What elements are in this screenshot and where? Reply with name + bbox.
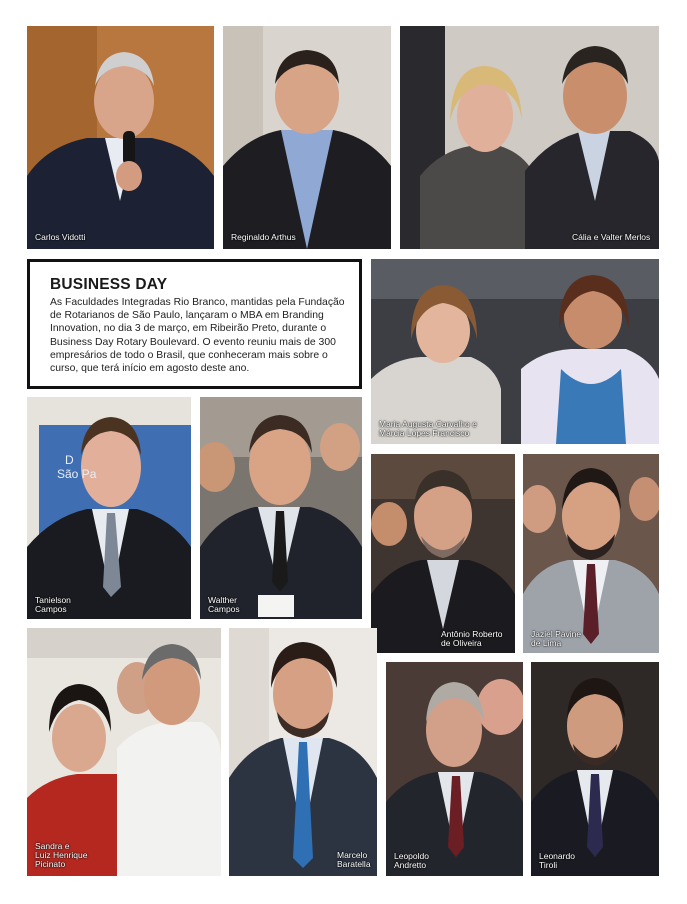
photo-caption: Leopoldo Andretto xyxy=(394,851,429,870)
photo-caption: Marcelo Baratella xyxy=(337,850,371,869)
banner-text: São Pa xyxy=(57,467,97,481)
photo-leopoldo-andretto xyxy=(386,662,523,876)
photo-caption: Reginaldo Arthus xyxy=(231,232,296,242)
photo-caption: Walther Campos xyxy=(208,595,240,614)
photo-caption: Tanielson Campos xyxy=(35,595,71,614)
photo-caption: Leonardo Tiroli xyxy=(539,851,575,870)
photo-leonardo-tiroli xyxy=(531,662,659,876)
photo-jaziel-pavine xyxy=(523,454,659,653)
photo-marcelo-baratella xyxy=(229,628,377,876)
photo-caption: Carlos Vidotti xyxy=(35,232,86,242)
photo-antonio-roberto xyxy=(371,454,515,653)
photo-caption: Jaziel Pavine de Lima xyxy=(531,629,582,648)
photo-carlos-vidotti xyxy=(27,26,214,249)
article-body: As Faculdades Integradas Rio Branco, mantidas pela Fundação de Rotarianos de São Paulo, lançaram o MBA em Branding Innovation, no dia 3 de março, em Ribeirão Preto, durante o Business Day Rotary Boulevard. O evento reuniu mais de 300 empresários de todo o Brasil, que conheceram mais sobre o curso, que terá início em agosto deste ano. xyxy=(50,297,345,375)
banner-text-top: D xyxy=(65,453,74,467)
photo-sandra-luiz xyxy=(27,628,221,876)
photo-reginaldo-arthus xyxy=(223,26,391,249)
photo-walther-campos xyxy=(200,397,362,619)
photo-caption: Cália e Valter Merlos xyxy=(572,232,651,242)
article-title: BUSINESS DAY xyxy=(50,276,168,293)
article-box xyxy=(27,259,362,389)
photo-maria-marcia xyxy=(371,259,659,444)
photo-calia-valter-merlos xyxy=(400,26,659,249)
photo-tanielson-campos xyxy=(27,397,191,619)
photo-caption: Sandra e Luiz Henrique Picinato xyxy=(35,841,88,869)
photo-caption: Maria Augusta Carvalho e Márcia Lopes Francisco xyxy=(379,419,477,438)
photo-caption: Antônio Roberto de Oliveira xyxy=(441,629,503,648)
